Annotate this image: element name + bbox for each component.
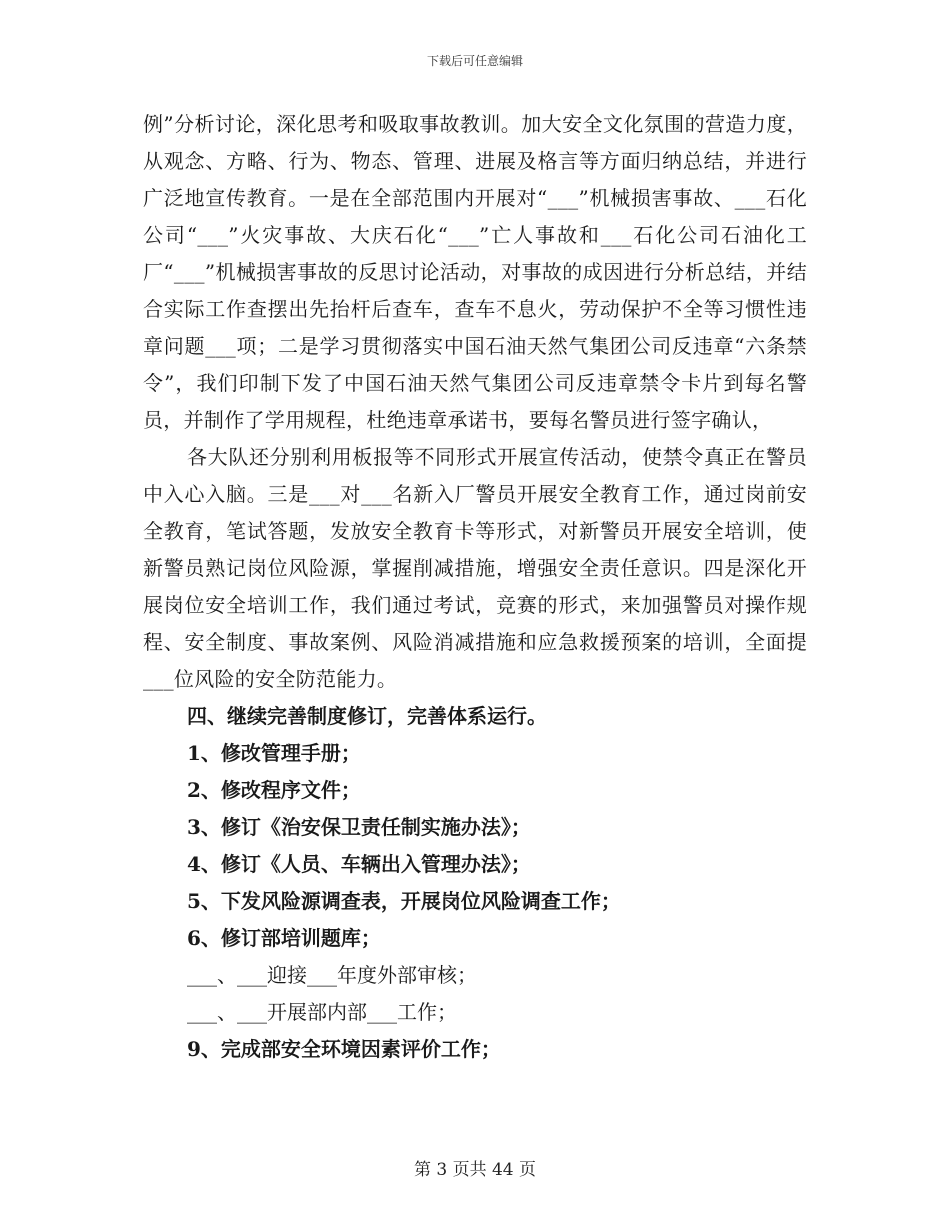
page-number: 第 3 页共 44 页	[413, 1160, 537, 1180]
document-body	[143, 106, 807, 1068]
page-header: 下载后可任意编辑	[426, 54, 523, 68]
section-heading: 四、继续完善制度修订，完善体系运行。	[187, 704, 547, 728]
list-item-6: 6、修订部培训题库；	[187, 926, 381, 950]
list-item-1: 1、修改管理手册；	[187, 741, 361, 765]
list-item-3: 3、修订《治安保卫责任制实施办法》；	[187, 815, 531, 839]
list-item-2: 2、修改程序文件；	[187, 778, 361, 802]
list-item-5: 5、下发风险源调查表，开展岗位风险调查工作；	[187, 889, 621, 913]
list-item-7: ___、___迎接___年度外部审核；	[187, 963, 477, 987]
list-item-4: 4、修订《人员、车辆出入管理办法》；	[187, 852, 531, 876]
list-item-9: 9、完成部安全环境因素评价工作；	[187, 1037, 501, 1061]
body-paragraph-1: 例”分析讨论，深化思考和吸取事故教训。加大安全文化氛围的营造力度，从观念、方略、行为、物态、管理、进展及格言等方面归纳总结，并进行广泛地宣传教育。一是在全部范围内开展对“___”机械损害事故、___石化公司“___”火灾事故、大庆石化“___”亡人事故和___石化公司石油化工厂“___”机械损害事故的反思讨论活动，对事故的成因进行分析总结，并结合实际工作查摆出先抬杆后查车，查车不息火，劳动保护不全等习惯性违章问题___项；二是学习贯彻落实中国石油天然气集团公司反违章“六条禁令”，我们印制下发了中国石油天然气集团公司反违章禁令卡片到每名警员，并制作了学用规程，杜绝违章承诺书，要每名警员进行签字确认，	[143, 112, 807, 432]
list-item-8: ___、___开展部内部___工作；	[187, 1000, 457, 1024]
body-paragraph-2: 各大队还分别利用板报等不同形式开展宣传活动，使禁令真正在警员中入心入脑。三是___对___名新入厂警员开展安全教育工作，通过岗前安全教育，笔试答题，发放安全教育卡等形式，对新警员开展安全培训，使新警员熟记岗位风险源，掌握削减措施，增强安全责任意识。四是深化开展岗位安全培训工作，我们通过考试，竞赛的形式，来加强警员对操作规程、安全制度、事故案例、风险消减措施和应急救援预案的培训，全面提___位风险的安全防范能力。	[143, 445, 807, 691]
